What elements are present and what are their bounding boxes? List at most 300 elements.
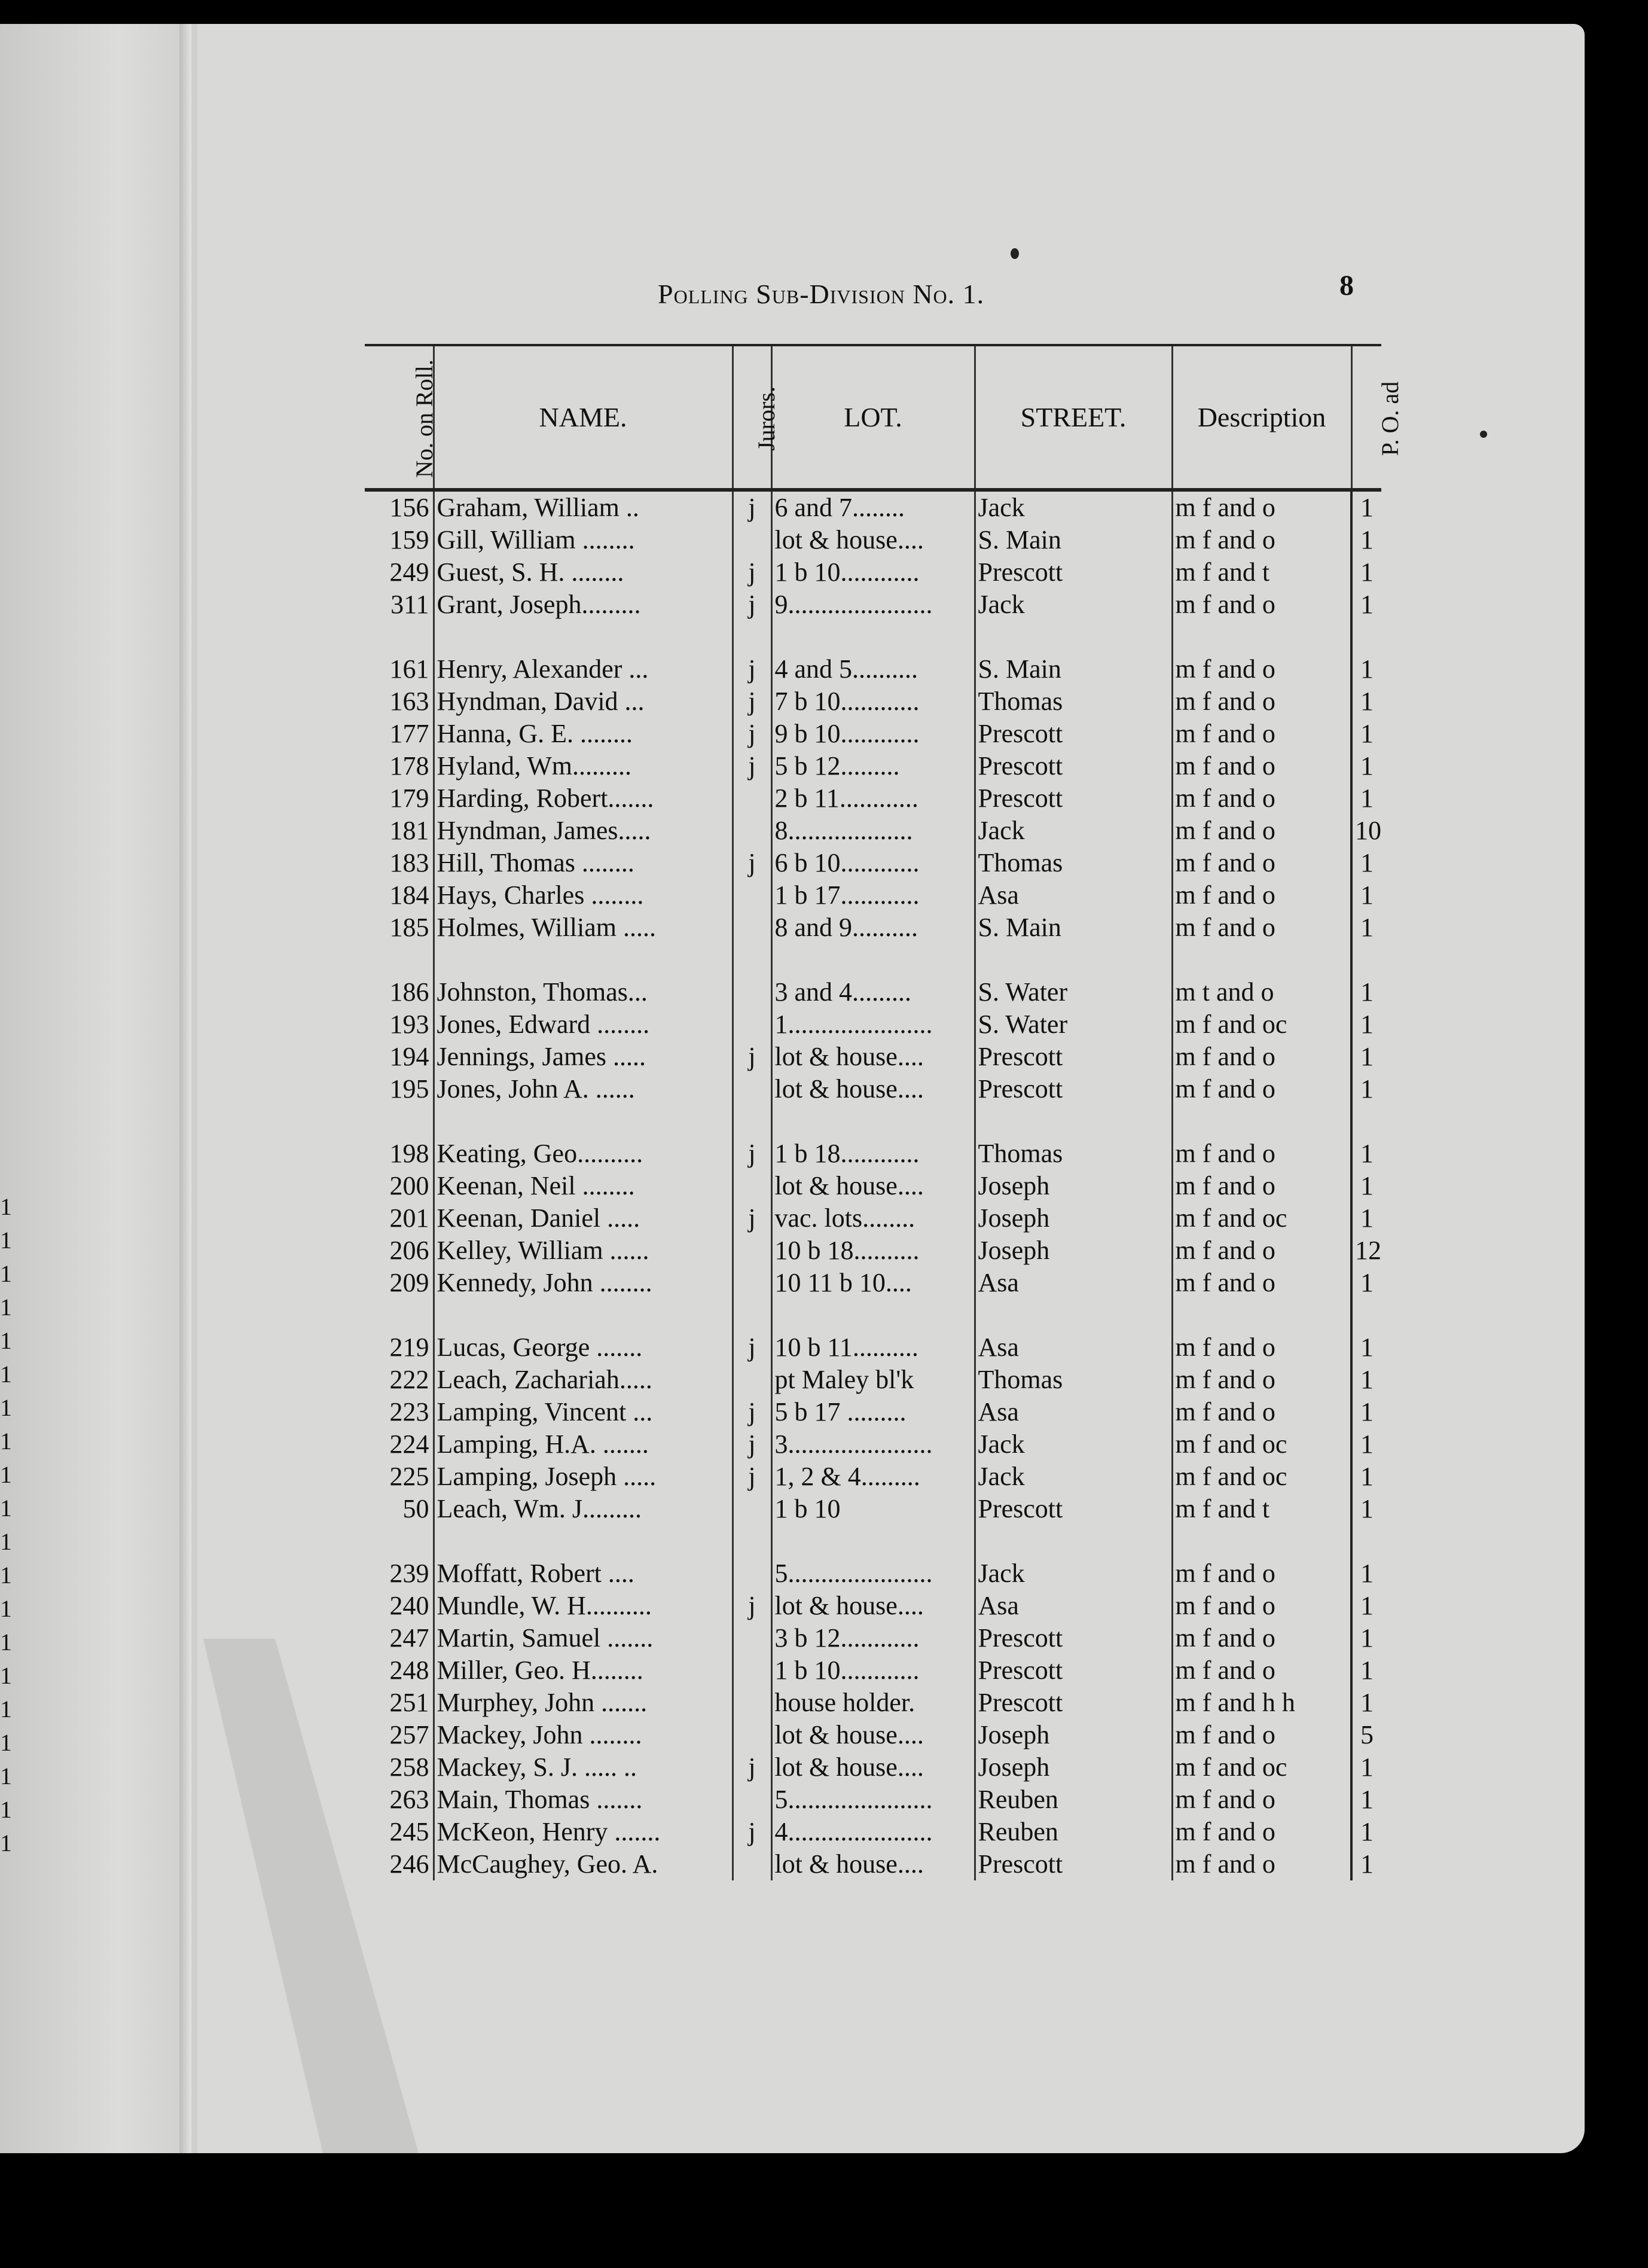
cell-po: 1 <box>1351 1396 1381 1428</box>
cell-po: 1 <box>1351 847 1381 879</box>
cell-juror: j <box>733 556 771 589</box>
cell-description: m f and o <box>1172 1848 1351 1880</box>
cell-street: S. Water <box>975 944 1172 1008</box>
margin-mark: 1 <box>0 1796 12 1823</box>
cell-street: Prescott <box>975 750 1172 782</box>
cell-street: Prescott <box>975 1848 1172 1880</box>
cell-description: m f and oc <box>1172 1751 1351 1784</box>
cell-name: Mackey, S. J. ..... .. <box>434 1751 733 1784</box>
page-fold-crease <box>179 24 191 2153</box>
margin-mark: 1 <box>0 1294 12 1321</box>
cell-name: Keenan, Daniel ..... <box>434 1202 733 1234</box>
cell-street: S. Main <box>975 621 1172 685</box>
cell-no: 178 <box>389 751 429 781</box>
cell-po: 1 <box>1351 1105 1381 1170</box>
cell-po: 1 <box>1351 1170 1381 1202</box>
cell-street: Prescott <box>975 1622 1172 1654</box>
cell-lot: lot & house.... <box>771 1073 975 1105</box>
cell-street: Asa <box>975 1396 1172 1428</box>
cell-juror <box>733 1784 771 1816</box>
cell-juror <box>733 879 771 912</box>
cell-description: m f and o <box>1172 879 1351 912</box>
cell-name: Keating, Geo.......... <box>434 1105 733 1170</box>
cell-description: m f and o <box>1172 1622 1351 1654</box>
table-row <box>365 1428 1381 1461</box>
cell-street: Reuben <box>975 1816 1172 1848</box>
cell-lot: 10 b 11.......... <box>771 1299 975 1364</box>
cell-lot: 1...................... <box>771 1008 975 1041</box>
cell-lot: 1 b 18............ <box>771 1105 975 1170</box>
cell-lot: 4...................... <box>771 1816 975 1848</box>
cell-no: 224 <box>389 1429 429 1459</box>
cell-description: m f and o <box>1172 750 1351 782</box>
cell-description: m f and o <box>1172 1654 1351 1687</box>
col-header-no: No. on Roll. <box>365 345 434 490</box>
cell-description: m f and oc <box>1172 1202 1351 1234</box>
cell-name: Martin, Samuel ....... <box>434 1622 733 1654</box>
margin-mark: 1 <box>0 1662 12 1689</box>
cell-juror: j <box>733 1751 771 1784</box>
cell-no: 193 <box>389 1010 429 1039</box>
cell-description: m f and o <box>1172 1590 1351 1622</box>
table-header-row <box>365 345 1381 490</box>
cell-no: 50 <box>402 1494 429 1523</box>
cell-lot: 5 b 17 ......... <box>771 1396 975 1428</box>
cell-no: 246 <box>389 1849 429 1879</box>
table-row <box>365 912 1381 944</box>
table-row <box>365 1751 1381 1784</box>
cell-po: 1 <box>1351 1848 1381 1880</box>
cell-no: 201 <box>389 1203 429 1233</box>
cell-name: Murphey, John ....... <box>434 1687 733 1719</box>
cell-description: m f and o <box>1172 1784 1351 1816</box>
cell-juror <box>733 815 771 847</box>
cell-street: Asa <box>975 879 1172 912</box>
table-row <box>365 685 1381 718</box>
cell-street: Prescott <box>975 1493 1172 1525</box>
table-row <box>365 1073 1381 1105</box>
margin-mark: 1 <box>0 1729 12 1756</box>
cell-description: m f and o <box>1172 621 1351 685</box>
cell-name: Lamping, Joseph ..... <box>434 1461 733 1493</box>
cell-po: 1 <box>1351 1041 1381 1073</box>
ink-dot <box>1480 431 1487 438</box>
cell-street: Jack <box>975 1428 1172 1461</box>
table-row <box>365 782 1381 815</box>
cell-lot: 7 b 10............ <box>771 685 975 718</box>
cell-description: m f and o <box>1172 782 1351 815</box>
cell-juror: j <box>733 685 771 718</box>
cell-po: 1 <box>1351 1590 1381 1622</box>
table-row <box>365 1041 1381 1073</box>
cell-description: m f and o <box>1172 1267 1351 1299</box>
cell-po: 1 <box>1351 1525 1381 1590</box>
table-row <box>365 1816 1381 1848</box>
cell-name: Moffatt, Robert .... <box>434 1525 733 1590</box>
cell-name: Johnston, Thomas... <box>434 944 733 1008</box>
cell-lot: 4 and 5.......... <box>771 621 975 685</box>
cell-name: Mundle, W. H.......... <box>434 1590 733 1622</box>
cell-description: m f and t <box>1172 1493 1351 1525</box>
cell-lot: 8................... <box>771 815 975 847</box>
margin-mark: 1 <box>0 1629 12 1656</box>
cell-street: Joseph <box>975 1170 1172 1202</box>
cell-street: Prescott <box>975 1041 1172 1073</box>
table-row <box>365 556 1381 589</box>
cell-lot: 5 b 12......... <box>771 750 975 782</box>
cell-lot: lot & house.... <box>771 1041 975 1073</box>
cell-lot: 5...................... <box>771 1525 975 1590</box>
cell-name: Jones, Edward ........ <box>434 1008 733 1041</box>
table-row <box>365 1170 1381 1202</box>
cell-street: Thomas <box>975 685 1172 718</box>
cell-lot: lot & house.... <box>771 1751 975 1784</box>
cell-po: 1 <box>1351 1073 1381 1105</box>
page-number: 8 <box>1339 270 1354 301</box>
table-row <box>365 750 1381 782</box>
table-row <box>365 1784 1381 1816</box>
cell-street: Jack <box>975 589 1172 621</box>
cell-street: Asa <box>975 1590 1172 1622</box>
cell-juror <box>733 1687 771 1719</box>
cell-po: 1 <box>1351 621 1381 685</box>
table-row <box>365 1234 1381 1267</box>
cell-street: Asa <box>975 1267 1172 1299</box>
cell-street: Joseph <box>975 1719 1172 1751</box>
cell-juror <box>733 1622 771 1654</box>
margin-mark: 1 <box>0 1528 12 1555</box>
cell-po: 1 <box>1351 685 1381 718</box>
cell-description: m f and o <box>1172 1170 1351 1202</box>
cell-street: Jack <box>975 1525 1172 1590</box>
voters-roll-table <box>365 344 1403 1880</box>
cell-name: Guest, S. H. ........ <box>434 556 733 589</box>
cell-street: Prescott <box>975 1687 1172 1719</box>
cell-po: 1 <box>1351 1008 1381 1041</box>
scanned-page <box>0 24 1585 2153</box>
cell-po: 1 <box>1351 556 1381 589</box>
margin-mark: 1 <box>0 1227 12 1254</box>
cell-description: m f and o <box>1172 589 1351 621</box>
cell-juror <box>733 1008 771 1041</box>
cell-no: 181 <box>389 816 429 845</box>
cell-po: 12 <box>1351 1234 1381 1267</box>
table-row <box>365 621 1381 685</box>
cell-lot: house holder. <box>771 1687 975 1719</box>
cell-lot: 8 and 9.......... <box>771 912 975 944</box>
cell-lot: 10 11 b 10.... <box>771 1267 975 1299</box>
cell-name: Hyland, Wm......... <box>434 750 733 782</box>
cell-lot: 1, 2 & 4......... <box>771 1461 975 1493</box>
cell-description: m f and o <box>1172 1234 1351 1267</box>
cell-name: Leach, Wm. J......... <box>434 1493 733 1525</box>
cell-po: 1 <box>1351 1687 1381 1719</box>
cell-street: Thomas <box>975 1105 1172 1170</box>
cell-street: Prescott <box>975 718 1172 750</box>
cell-lot: lot & house.... <box>771 1170 975 1202</box>
cell-street: Prescott <box>975 556 1172 589</box>
margin-mark: 1 <box>0 1495 12 1522</box>
cell-name: Lamping, H.A. ....... <box>434 1428 733 1461</box>
col-header-name: NAME. <box>434 345 733 490</box>
cell-no: 219 <box>389 1333 429 1362</box>
cell-no: 248 <box>389 1656 429 1685</box>
cell-name: Leach, Zachariah..... <box>434 1364 733 1396</box>
cell-street: Asa <box>975 1299 1172 1364</box>
cell-lot: 9...................... <box>771 589 975 621</box>
cell-description: m f and t <box>1172 556 1351 589</box>
cell-description: m f and o <box>1172 1364 1351 1396</box>
cell-name: Gill, William ........ <box>434 524 733 556</box>
cell-juror: j <box>733 589 771 621</box>
cell-no: 263 <box>389 1785 429 1814</box>
cell-juror <box>733 1493 771 1525</box>
cell-juror <box>733 1267 771 1299</box>
cell-no: 156 <box>389 493 429 522</box>
cell-description: m f and o <box>1172 1041 1351 1073</box>
cell-no: 222 <box>389 1365 429 1394</box>
margin-mark: 1 <box>0 1461 12 1488</box>
cell-lot: 10 b 18.......... <box>771 1234 975 1267</box>
cell-street: S. Main <box>975 912 1172 944</box>
cell-no: 247 <box>389 1623 429 1653</box>
cell-description: m f and o <box>1172 490 1351 524</box>
cell-po: 1 <box>1351 944 1381 1008</box>
margin-mark: 1 <box>0 1696 12 1723</box>
cell-lot: pt Maley bl'k <box>771 1364 975 1396</box>
cell-name: Holmes, William ..... <box>434 912 733 944</box>
cell-no: 185 <box>389 913 429 942</box>
cell-no: 239 <box>389 1559 429 1588</box>
cell-po: 1 <box>1351 1493 1381 1525</box>
cell-description: m f and o <box>1172 718 1351 750</box>
cell-juror: j <box>733 1816 771 1848</box>
cell-juror <box>733 782 771 815</box>
cell-street: Prescott <box>975 1073 1172 1105</box>
cell-name: Hyndman, David ... <box>434 685 733 718</box>
cell-juror <box>733 1525 771 1590</box>
cell-juror: j <box>733 621 771 685</box>
cell-po: 1 <box>1351 718 1381 750</box>
cell-street: S. Water <box>975 1008 1172 1041</box>
table-row <box>365 1622 1381 1654</box>
table-row <box>365 1590 1381 1622</box>
cell-description: m f and oc <box>1172 1428 1351 1461</box>
cell-name: Hanna, G. E. ........ <box>434 718 733 750</box>
table-row <box>365 1493 1381 1525</box>
cell-street: Joseph <box>975 1202 1172 1234</box>
table-row <box>365 1364 1381 1396</box>
cell-po: 1 <box>1351 912 1381 944</box>
cell-no: 258 <box>389 1752 429 1782</box>
cell-street: Joseph <box>975 1234 1172 1267</box>
table-row <box>365 1202 1381 1234</box>
cell-po: 1 <box>1351 782 1381 815</box>
cell-lot: lot & house.... <box>771 1590 975 1622</box>
table-row <box>365 1299 1381 1364</box>
cell-street: S. Main <box>975 524 1172 556</box>
cell-juror: j <box>733 490 771 524</box>
cell-no: 311 <box>390 590 429 619</box>
cell-lot: 9 b 10............ <box>771 718 975 750</box>
cell-juror: j <box>733 1105 771 1170</box>
table-row <box>365 490 1381 524</box>
table-row <box>365 1267 1381 1299</box>
cell-description: m f and o <box>1172 815 1351 847</box>
cell-name: McCaughey, Geo. A. <box>434 1848 733 1880</box>
col-header-description: Description <box>1172 345 1351 490</box>
cell-no: 251 <box>389 1688 429 1717</box>
cell-juror: j <box>733 1461 771 1493</box>
cell-no: 209 <box>389 1268 429 1297</box>
cell-no: 206 <box>389 1236 429 1265</box>
cell-description: m t and o <box>1172 944 1351 1008</box>
cell-name: Mackey, John ........ <box>434 1719 733 1751</box>
cell-description: m f and oc <box>1172 1008 1351 1041</box>
margin-mark: 1 <box>0 1830 12 1857</box>
cell-po: 1 <box>1351 1299 1381 1364</box>
table-row <box>365 589 1381 621</box>
cell-po: 1 <box>1351 1751 1381 1784</box>
cell-no: 195 <box>389 1074 429 1103</box>
cell-description: m f and o <box>1172 1719 1351 1751</box>
cell-po: 1 <box>1351 490 1381 524</box>
cell-street: Prescott <box>975 1654 1172 1687</box>
cell-name: Lucas, George ....... <box>434 1299 733 1364</box>
cell-lot: 3...................... <box>771 1428 975 1461</box>
cell-juror: j <box>733 718 771 750</box>
cell-lot: lot & house.... <box>771 1719 975 1751</box>
cell-po: 5 <box>1351 1719 1381 1751</box>
cell-juror <box>733 1719 771 1751</box>
cell-no: 177 <box>389 719 429 748</box>
cell-po: 1 <box>1351 1267 1381 1299</box>
margin-mark: 1 <box>0 1361 12 1388</box>
cell-description: m f and o <box>1172 524 1351 556</box>
cell-description: m f and o <box>1172 1816 1351 1848</box>
cell-po: 1 <box>1351 750 1381 782</box>
cell-lot: 6 b 10............ <box>771 847 975 879</box>
col-header-lot: LOT. <box>771 345 975 490</box>
cell-lot: 1 b 17............ <box>771 879 975 912</box>
cell-street: Jack <box>975 1461 1172 1493</box>
cell-po: 1 <box>1351 1654 1381 1687</box>
cell-no: 257 <box>389 1720 429 1749</box>
cell-street: Jack <box>975 490 1172 524</box>
table-row <box>365 1719 1381 1751</box>
cell-name: Keenan, Neil ........ <box>434 1170 733 1202</box>
cell-description: m f and o <box>1172 1396 1351 1428</box>
cell-name: Hyndman, James..... <box>434 815 733 847</box>
table-row <box>365 879 1381 912</box>
col-header-po: P. O. ad <box>1351 345 1381 490</box>
cell-lot: 3 b 12............ <box>771 1622 975 1654</box>
table-row <box>365 524 1381 556</box>
cell-no: 198 <box>389 1139 429 1168</box>
cell-name: Miller, Geo. H........ <box>434 1654 733 1687</box>
cell-street: Thomas <box>975 1364 1172 1396</box>
cell-no: 225 <box>389 1462 429 1491</box>
cell-no: 184 <box>389 880 429 910</box>
margin-mark: 1 <box>0 1595 12 1622</box>
cell-po: 1 <box>1351 589 1381 621</box>
cell-name: Jones, John A. ...... <box>434 1073 733 1105</box>
cell-no: 245 <box>389 1817 429 1846</box>
cell-juror: j <box>733 1590 771 1622</box>
table-row <box>365 847 1381 879</box>
margin-mark: 1 <box>0 1428 12 1455</box>
cell-street: Jack <box>975 815 1172 847</box>
cell-lot: 1 b 10............ <box>771 556 975 589</box>
table-row <box>365 1848 1381 1880</box>
cell-po: 1 <box>1351 1364 1381 1396</box>
cell-po: 1 <box>1351 1202 1381 1234</box>
cell-no: 163 <box>389 687 429 716</box>
cell-no: 179 <box>389 784 429 813</box>
cell-juror <box>733 944 771 1008</box>
cell-po: 1 <box>1351 1428 1381 1461</box>
cell-no: 186 <box>389 977 429 1007</box>
table-row <box>365 944 1381 1008</box>
margin-mark: 1 <box>0 1394 12 1421</box>
cell-no: 161 <box>389 654 429 684</box>
cell-no: 249 <box>389 557 429 587</box>
cell-name: Graham, William .. <box>434 490 733 524</box>
cell-juror <box>733 1654 771 1687</box>
table-row <box>365 1105 1381 1170</box>
ink-dot <box>1011 248 1019 259</box>
cell-po: 1 <box>1351 524 1381 556</box>
cell-name: Harding, Robert....... <box>434 782 733 815</box>
cell-name: Lamping, Vincent ... <box>434 1396 733 1428</box>
cell-po: 10 <box>1351 815 1381 847</box>
cell-no: 194 <box>389 1042 429 1071</box>
cell-lot: 3 and 4......... <box>771 944 975 1008</box>
cell-lot: lot & house.... <box>771 1848 975 1880</box>
table-row <box>365 1687 1381 1719</box>
table-body <box>365 490 1381 1880</box>
cell-description: m f and o <box>1172 1525 1351 1590</box>
table-row <box>365 1396 1381 1428</box>
cell-no: 200 <box>389 1171 429 1200</box>
cell-lot: 1 b 10............ <box>771 1654 975 1687</box>
cell-juror <box>733 1073 771 1105</box>
cell-juror <box>733 1234 771 1267</box>
col-header-jurors: Jurors. <box>733 345 771 490</box>
margin-marks <box>0 1190 18 1860</box>
cell-no: 183 <box>389 848 429 877</box>
table-row <box>365 1008 1381 1041</box>
cell-description: m f and o <box>1172 685 1351 718</box>
margin-mark: 1 <box>0 1562 12 1589</box>
cell-lot: lot & house.... <box>771 524 975 556</box>
cell-po: 1 <box>1351 1816 1381 1848</box>
cell-name: Grant, Joseph......... <box>434 589 733 621</box>
cell-juror <box>733 524 771 556</box>
cell-juror <box>733 1170 771 1202</box>
cell-street: Prescott <box>975 782 1172 815</box>
cell-name: Henry, Alexander ... <box>434 621 733 685</box>
cell-description: m f and o <box>1172 847 1351 879</box>
cell-lot: 5...................... <box>771 1784 975 1816</box>
cell-no: 159 <box>389 525 429 554</box>
cell-name: McKeon, Henry ....... <box>434 1816 733 1848</box>
margin-mark: 1 <box>0 1327 12 1354</box>
cell-po: 1 <box>1351 1622 1381 1654</box>
table-row <box>365 1654 1381 1687</box>
cell-juror <box>733 1848 771 1880</box>
cell-lot: 1 b 10 <box>771 1493 975 1525</box>
